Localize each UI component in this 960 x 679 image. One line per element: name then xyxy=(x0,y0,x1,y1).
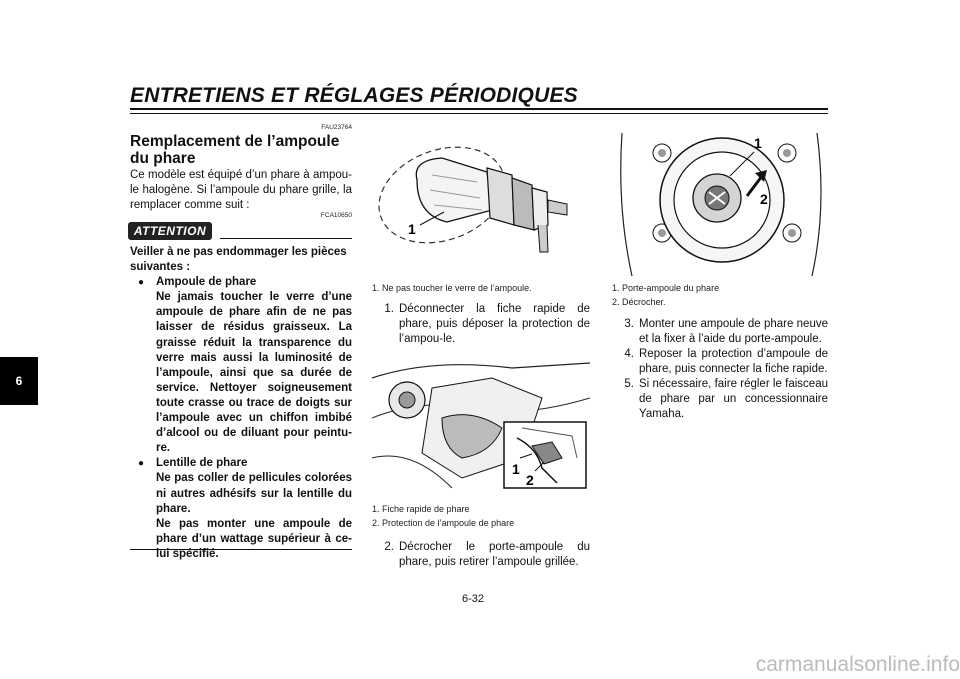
step-text: Monter une ampoule de phare neuve et la fixer à l’aide du porte-ampoule. xyxy=(639,318,828,345)
chapter-number: 6 xyxy=(15,374,23,388)
section-heading: Remplacement de l’ampoule du phare xyxy=(130,133,340,167)
step-number: 1. xyxy=(384,303,394,315)
attention-item-text: Ne pas coller de pellicules colorées ni autres adhésifs sur la lentille du phare. xyxy=(156,472,352,515)
connector-illustration xyxy=(372,358,590,493)
page-number: 6-32 xyxy=(462,593,485,605)
section-intro: Ce modèle est équipé d’un phare à ampou-le halogène. Si l’ampoule du phare grille, la remplacer comme suit : xyxy=(130,169,352,211)
bulb-caption: 1. Ne pas toucher le verre de l’ampoule. xyxy=(372,283,532,293)
bullet-icon: ● xyxy=(138,458,145,470)
section-code: FAU23764 xyxy=(321,124,352,131)
attention-item-title: Lentille de phare xyxy=(156,457,248,470)
step-text: Reposer la protection d’ampoule de phare, puis connecter la fiche rapide. xyxy=(639,348,828,375)
holder-caption: 1. Porte-ampoule du phare xyxy=(612,283,720,293)
connector-callout-1: 1 xyxy=(512,461,520,477)
step-text: Déconnecter la fiche rapide de phare, puis déposer la protection de l’ampou-le. xyxy=(399,303,590,345)
holder-callout-2: 2 xyxy=(760,191,768,207)
step-number: 2. xyxy=(384,541,394,553)
holder-caption: 2. Décrocher. xyxy=(612,297,666,307)
connector-callout-2: 2 xyxy=(526,472,534,488)
attention-code: FCA10650 xyxy=(320,212,352,219)
attention-item-title: Ampoule de phare xyxy=(156,276,257,289)
attention-item-text: Ne jamais toucher le verre d’une ampoule de phare afin de ne pas laisser de résidus graisseux. La graisse réduit la transparence du verre mais aussi la luminosité de l’ampoule, ainsi que sa durée de service. Nettoyer soigneusement toute crasse ou trace de doigts sur l’ampoule avec un chiffon imbibé d’alcool ou de diluant pour peintu-re. xyxy=(156,291,352,455)
connector-caption-list xyxy=(372,502,602,530)
step xyxy=(372,302,590,347)
holder-callout-1: 1 xyxy=(754,135,762,151)
holder-caption-list xyxy=(612,281,832,309)
connector-caption: 1. Fiche rapide de phare xyxy=(372,504,470,514)
step-text: Si nécessaire, faire régler le faisceau de phare par un concessionnaire Yamaha. xyxy=(639,378,828,420)
attention-badge: ATTENTION xyxy=(128,222,212,240)
step-text: Décrocher le porte-ampoule du phare, puis retirer l’ampoule grillée. xyxy=(399,541,590,568)
step xyxy=(612,377,828,422)
attention-lead: Veiller à ne pas endommager les pièces suivantes : xyxy=(130,246,347,274)
page-title: ENTRETIENS ET RÉGLAGES PÉRIODIQUES xyxy=(130,84,578,107)
attention-rule xyxy=(220,238,352,239)
attention-item xyxy=(130,456,352,562)
bulb-callout: 1 xyxy=(408,221,416,237)
step xyxy=(372,540,590,570)
bullet-icon: ● xyxy=(138,277,145,289)
attention-item-text2: Ne pas monter une ampoule de phare d’un wattage supérieur à ce-lui spécifié. xyxy=(156,517,352,560)
attention-end-rule xyxy=(130,549,352,550)
bulb-illustration xyxy=(372,130,592,270)
chapter-tab[interactable] xyxy=(0,357,38,405)
attention-item xyxy=(130,275,352,456)
step-number: 4. xyxy=(624,348,634,360)
header-rule-thin xyxy=(130,113,828,114)
step-number: 5. xyxy=(624,378,634,390)
connector-caption: 2. Protection de l’ampoule de phare xyxy=(372,518,515,528)
watermark: carmanualsonline.info xyxy=(755,653,960,676)
holder-illustration xyxy=(612,128,830,278)
header-rule xyxy=(130,108,828,110)
step-number: 3. xyxy=(624,318,634,330)
attention-block xyxy=(130,245,352,562)
step-list xyxy=(612,317,828,422)
step xyxy=(612,317,828,347)
step xyxy=(612,347,828,377)
